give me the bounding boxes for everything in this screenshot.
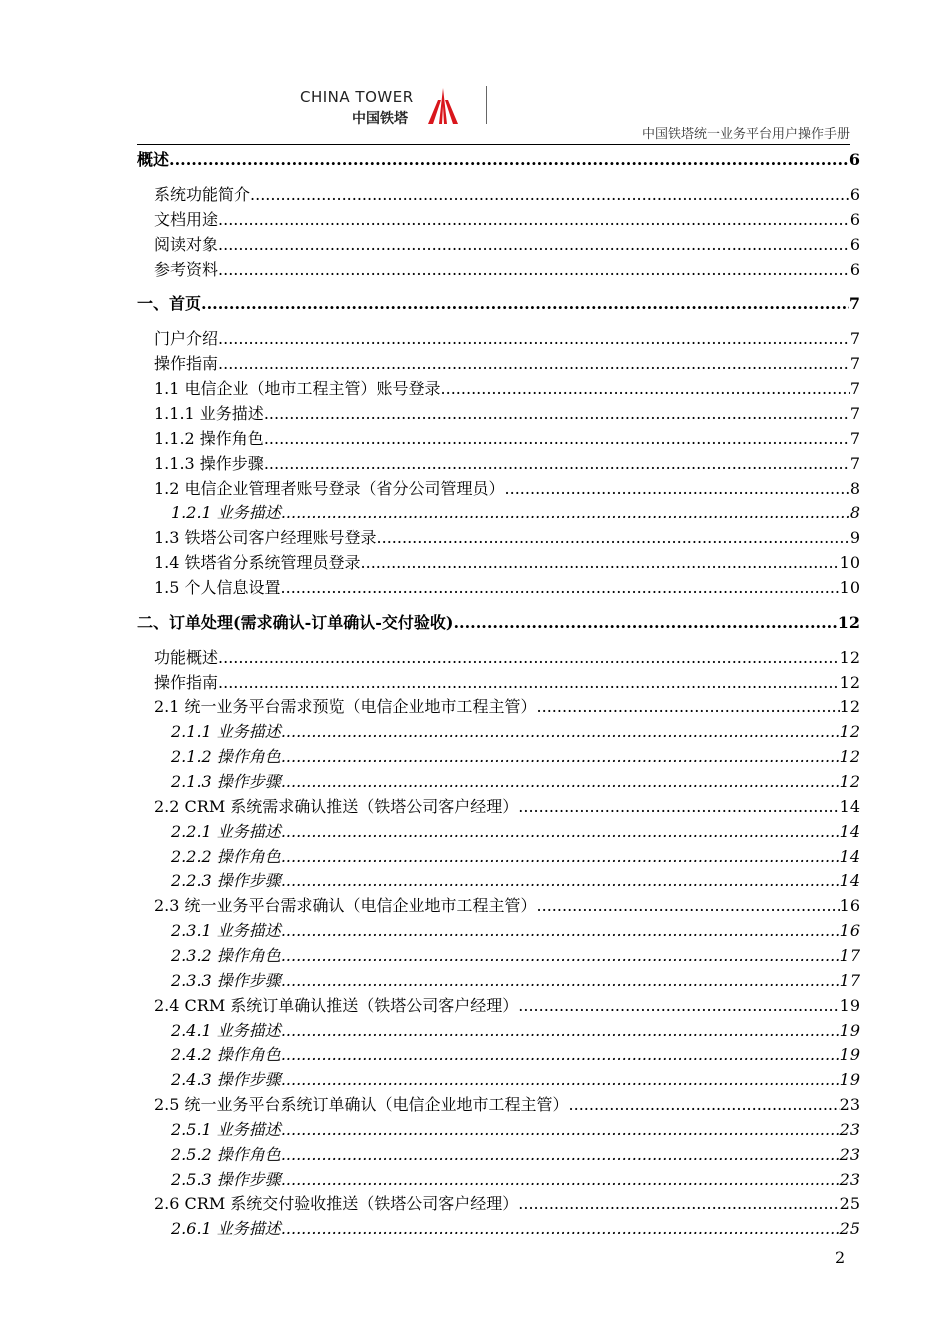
toc-dot-leader [361, 552, 840, 574]
header-rule [137, 144, 850, 145]
toc-dot-leader [201, 293, 849, 315]
toc-entry[interactable] [154, 796, 860, 818]
toc-entry[interactable] [171, 1218, 860, 1240]
toc-entry-page: 12 [839, 747, 860, 767]
toc-entry-page: 7 [849, 354, 860, 374]
toc-dot-leader [518, 1193, 839, 1215]
toc-dot-leader [281, 1020, 840, 1042]
toc-dot-leader [281, 771, 840, 793]
toc-dot-leader [264, 428, 850, 450]
toc-entry-page: 6 [848, 150, 860, 169]
toc-entry[interactable] [154, 353, 860, 375]
toc-entry-page: 6 [849, 234, 860, 254]
toc-entry[interactable] [154, 577, 860, 599]
toc-entry-page: 12 [839, 647, 860, 667]
toc-dot-leader [518, 796, 839, 818]
tower-mark-icon [426, 84, 460, 126]
toc-entry[interactable] [154, 453, 860, 475]
toc-entry-page: 16 [839, 921, 860, 941]
toc-entry[interactable] [171, 1044, 860, 1066]
toc-dot-leader [281, 970, 840, 992]
toc-entry-page: 7 [849, 428, 860, 448]
toc-dot-leader [281, 846, 840, 868]
toc-entry-label: 2.5 统一业务平台系统订单确认（电信企业地市工程主管） [154, 1095, 569, 1115]
toc-entry[interactable] [154, 647, 860, 669]
toc-entry-page: 17 [839, 970, 860, 990]
toc-entry[interactable] [154, 328, 860, 350]
toc-entry-page: 12 [839, 772, 860, 791]
toc-entry-page: 12 [837, 612, 860, 632]
toc-entry-page: 7 [849, 379, 860, 399]
toc-dot-leader [441, 378, 850, 400]
toc-entry[interactable] [154, 209, 860, 231]
toc-entry-page: 23 [839, 1119, 860, 1139]
toc-entry[interactable] [171, 1144, 860, 1166]
toc-dot-leader [281, 1119, 840, 1141]
page-number: 2 [835, 1248, 846, 1267]
toc-entry-page: 12 [839, 697, 860, 717]
toc-entry-label: 2.4.1 业务描述 [171, 1020, 281, 1040]
toc-entry[interactable] [154, 696, 860, 718]
toc-dot-leader [218, 647, 840, 669]
toc-entry-label: 2.6 CRM 系统交付验收推送（铁塔公司客户经理） [154, 1194, 519, 1214]
toc-entry[interactable] [154, 552, 860, 574]
toc-entry-label: 1.3 铁塔公司客户经理账号登录 [154, 528, 377, 548]
toc-entry[interactable] [154, 1193, 860, 1215]
toc-entry[interactable] [171, 1069, 860, 1091]
toc-entry-page: 19 [839, 1070, 860, 1090]
toc-entry[interactable] [154, 403, 860, 425]
toc-dot-leader [218, 328, 850, 350]
toc-entry-label: 操作指南 [154, 672, 219, 692]
toc-entry-label: 参考资料 [154, 259, 219, 279]
toc-entry-page: 10 [839, 553, 860, 573]
toc-dot-leader [218, 353, 850, 375]
toc-dot-leader [169, 149, 849, 171]
toc-entry-page: 14 [839, 821, 860, 841]
toc-dot-leader [537, 895, 840, 917]
toc-entry-label: 1.1.2 操作角色 [154, 428, 264, 448]
toc-entry-label: 1.5 个人信息设置 [154, 577, 281, 597]
toc-entry-label: 阅读对象 [154, 234, 219, 254]
toc-dot-leader [377, 527, 850, 549]
toc-dot-leader [281, 870, 840, 892]
toc-dot-leader [569, 1094, 840, 1116]
toc-dot-leader [264, 403, 850, 425]
toc-entry-page: 9 [849, 528, 860, 548]
toc-entry-page: 14 [839, 846, 860, 866]
toc-entry[interactable] [171, 821, 860, 843]
toc-entry-page: 23 [839, 1144, 860, 1164]
toc-entry-page: 17 [839, 945, 860, 965]
toc-entry-label: 2.4.2 操作角色 [171, 1045, 281, 1065]
toc-entry-page: 23 [839, 1095, 860, 1115]
toc-entry-page: 14 [839, 871, 860, 891]
toc-dot-leader [281, 721, 840, 743]
toc-entry[interactable] [171, 846, 860, 868]
toc-entry-page: 8 [849, 478, 860, 498]
toc-entry[interactable] [171, 920, 860, 942]
toc-entry-label: 1.1.3 操作步骤 [154, 453, 264, 473]
toc-entry-label: 1.4 铁塔省分系统管理员登录 [154, 553, 361, 573]
toc-entry-label: 2.4.3 操作步骤 [171, 1070, 281, 1090]
toc-entry-label: 2.3.1 业务描述 [171, 921, 281, 941]
toc-dot-leader [505, 478, 850, 500]
toc-entry-label: 2.3.3 操作步骤 [171, 970, 281, 990]
toc-entry-label: 2.5.2 操作角色 [171, 1144, 281, 1164]
toc-entry-label: 1.1.1 业务描述 [154, 403, 264, 423]
toc-entry-label: 2.5.3 操作步骤 [171, 1169, 281, 1189]
toc-entry-label: 2.1 统一业务平台需求预览（电信企业地市工程主管） [154, 697, 537, 717]
toc-entry-page: 7 [849, 453, 860, 473]
toc-entry-page: 6 [849, 209, 860, 229]
toc-entry-page: 19 [839, 995, 860, 1015]
toc-entry-page: 7 [849, 329, 860, 349]
toc-entry[interactable] [171, 870, 860, 892]
toc-entry-label: 2.3 统一业务平台需求确认（电信企业地市工程主管） [154, 896, 537, 916]
toc-entry[interactable] [154, 672, 860, 694]
toc-entry-label: 2.5.1 业务描述 [171, 1119, 281, 1139]
toc-entry-page: 25 [839, 1194, 860, 1214]
toc-entry-page: 12 [839, 722, 860, 742]
toc-entry-page: 19 [839, 1020, 860, 1040]
toc-entry-label: 2.3.2 操作角色 [171, 945, 281, 965]
toc-entry-label: 2.2.3 操作步骤 [171, 871, 281, 891]
toc-entry[interactable] [171, 1020, 860, 1042]
logo-separator [486, 86, 487, 124]
toc-dot-leader [264, 453, 850, 475]
toc-entry[interactable] [154, 478, 860, 500]
toc-entry[interactable] [154, 428, 860, 450]
toc-entry[interactable] [154, 378, 860, 400]
logo-chinese-text: 中国铁塔 [352, 111, 408, 127]
toc-entry-label: 文档用途 [154, 209, 219, 229]
toc-entry-page: 10 [839, 577, 860, 597]
toc-entry-page: 12 [839, 672, 860, 692]
toc-dot-leader [281, 920, 840, 942]
toc-entry[interactable] [154, 527, 860, 549]
document-header-title: 中国铁塔统一业务平台用户操作手册 [641, 127, 850, 142]
toc-dot-leader [281, 746, 840, 768]
toc-dot-leader [250, 184, 850, 206]
toc-entry-label: 操作指南 [154, 354, 219, 374]
toc-entry[interactable] [171, 945, 860, 967]
toc-entry-label: 概述 [137, 150, 170, 169]
toc-entry-label: 2.6.1 业务描述 [171, 1219, 281, 1239]
toc-entry-label: 1.2 电信企业管理者账号登录（省分公司管理员） [154, 478, 505, 498]
toc-entry-label: 一、首页 [137, 294, 202, 314]
toc-entry-label: 1.2.1 业务描述 [171, 503, 281, 523]
toc-entry-page: 25 [839, 1219, 860, 1239]
toc-dot-leader [281, 821, 840, 843]
toc-entry-page: 7 [849, 403, 860, 423]
toc-entry-label: 功能概述 [154, 647, 219, 667]
toc-entry[interactable] [171, 970, 860, 992]
toc-entry-page: 16 [839, 896, 860, 916]
china-tower-logo [300, 82, 490, 128]
toc-entry-page: 6 [849, 185, 860, 204]
toc-entry-page: 7 [848, 294, 860, 314]
toc-entry-page: 8 [849, 503, 860, 523]
toc-dot-leader [453, 612, 837, 634]
toc-entry[interactable] [154, 1094, 860, 1116]
toc-entry-label: 2.1.1 业务描述 [171, 722, 281, 742]
toc-entry[interactable] [137, 293, 860, 315]
toc-entry-label: 系统功能简介 [154, 185, 251, 204]
toc-entry-label: 1.1 电信企业（地市工程主管）账号登录 [154, 379, 441, 399]
toc-dot-leader [281, 945, 840, 967]
toc-dot-leader [281, 1044, 840, 1066]
toc-entry-label: 2.2.1 业务描述 [171, 821, 281, 841]
toc-entry[interactable] [171, 502, 860, 524]
toc-entry-label: 二、订单处理(需求确认-订单确认-交付验收) [137, 612, 454, 632]
toc-entry-page: 14 [839, 796, 860, 816]
toc-entry-page: 6 [849, 259, 860, 279]
toc-dot-leader [281, 1069, 840, 1091]
toc-dot-leader [218, 672, 840, 694]
toc-entry[interactable] [171, 1169, 860, 1191]
toc-entry[interactable] [137, 612, 860, 634]
toc-dot-leader [281, 1169, 840, 1191]
toc-dot-leader [218, 234, 850, 256]
toc-entry-label: 2.4 CRM 系统订单确认推送（铁塔公司客户经理） [154, 995, 519, 1015]
toc-dot-leader [218, 209, 850, 231]
toc-dot-leader [518, 995, 839, 1017]
toc-entry[interactable] [154, 995, 860, 1017]
toc-entry-label: 2.2 CRM 系统需求确认推送（铁塔公司客户经理） [154, 796, 519, 816]
toc-entry[interactable] [171, 771, 860, 793]
toc-entry[interactable] [154, 895, 860, 917]
toc-entry-label: 2.1.2 操作角色 [171, 747, 281, 767]
toc-entry[interactable] [171, 746, 860, 768]
toc-entry[interactable] [154, 234, 860, 256]
toc-entry[interactable] [137, 149, 860, 171]
toc-entry-label: 2.2.2 操作角色 [171, 846, 281, 866]
toc-entry-page: 23 [839, 1169, 860, 1189]
toc-entry[interactable] [171, 721, 860, 743]
toc-dot-leader [281, 577, 840, 599]
toc-entry[interactable] [154, 259, 860, 281]
toc-entry[interactable] [171, 1119, 860, 1141]
toc-entry-label: 2.1.3 操作步骤 [171, 772, 281, 791]
toc-dot-leader [281, 1144, 840, 1166]
toc-dot-leader [537, 696, 840, 718]
toc-dot-leader [281, 1218, 840, 1240]
logo-english-text: CHINA TOWER [300, 88, 414, 106]
toc-entry-page: 19 [839, 1045, 860, 1065]
toc-dot-leader [218, 259, 850, 281]
toc-dot-leader [281, 502, 850, 524]
toc-entry-label: 门户介绍 [154, 329, 219, 349]
toc-entry[interactable] [154, 184, 860, 206]
